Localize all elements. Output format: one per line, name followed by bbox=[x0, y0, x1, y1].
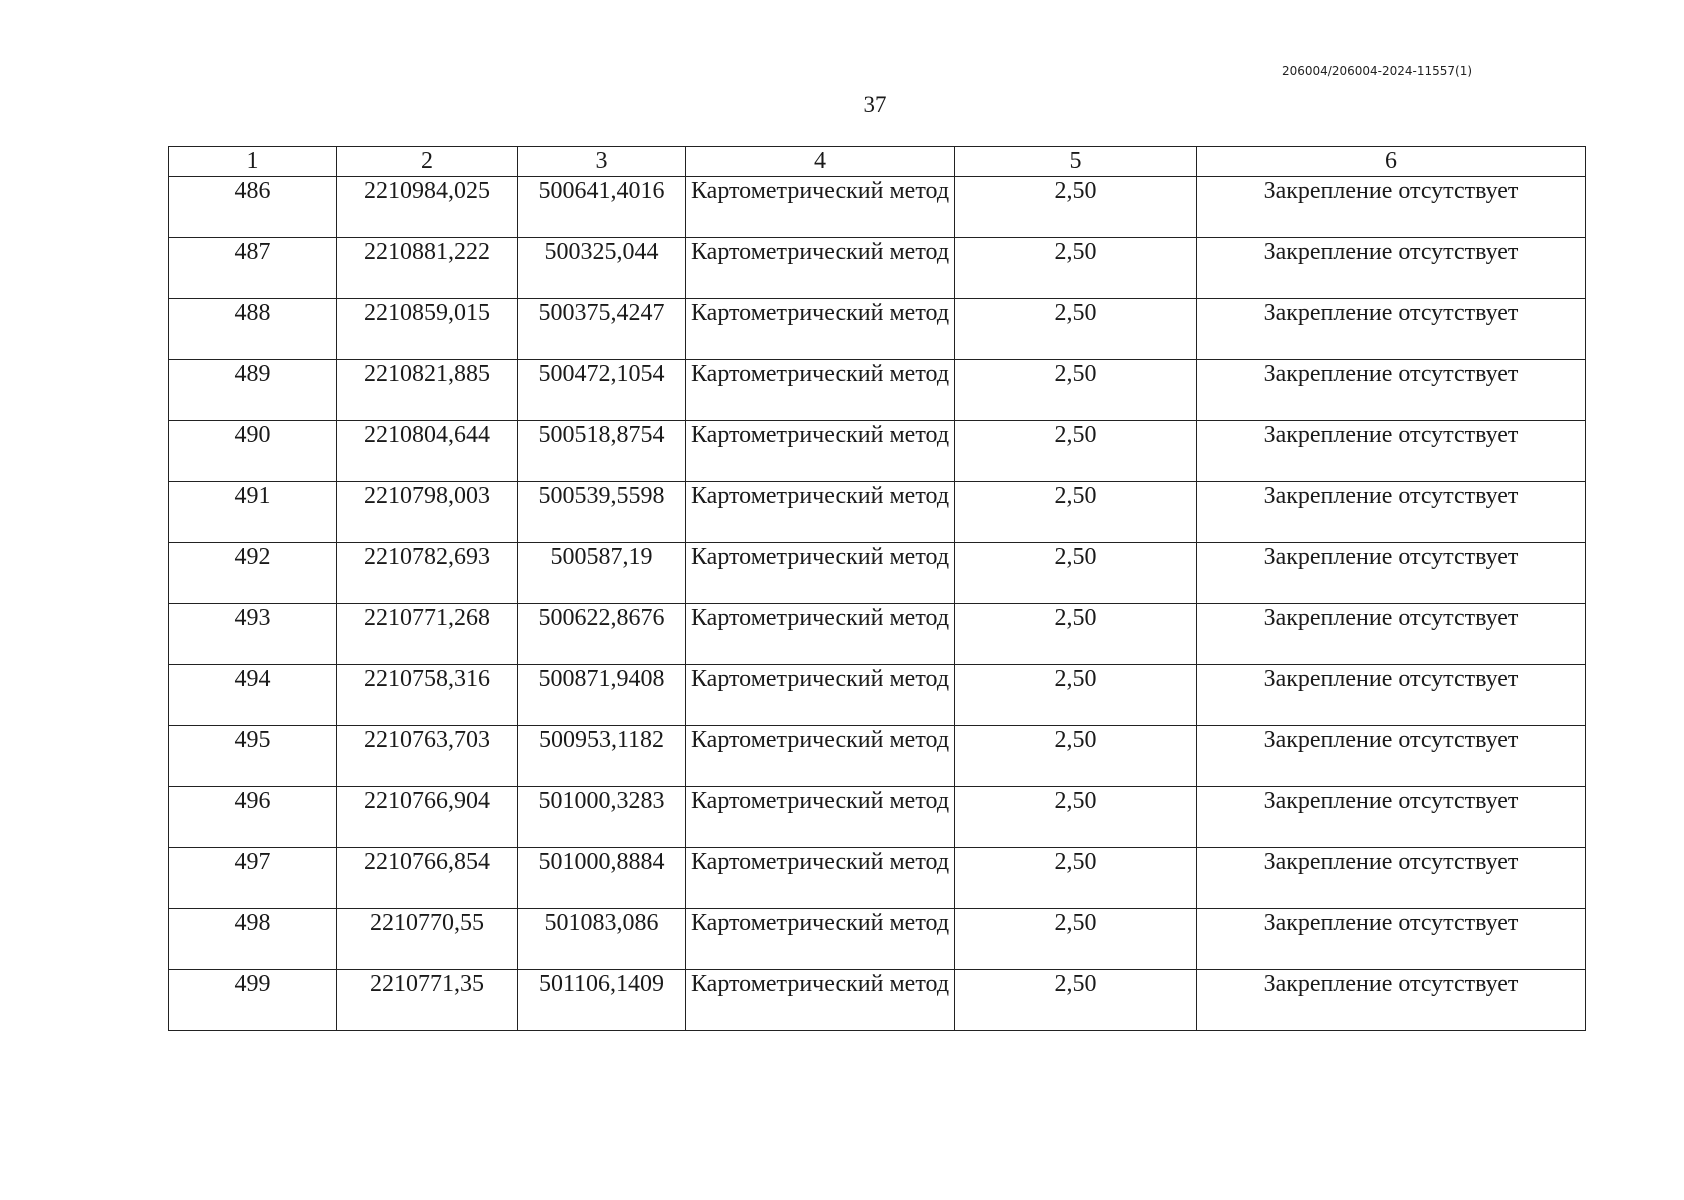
method-text: Картометрический метод bbox=[690, 300, 950, 326]
point-number-text: 491 bbox=[234, 483, 271, 509]
method-text: Картометрический метод bbox=[690, 361, 950, 387]
method-cell bbox=[686, 787, 955, 848]
column-header-2: 2 bbox=[337, 147, 518, 177]
x-coordinate-cell bbox=[337, 848, 518, 909]
point-number-text: 495 bbox=[234, 727, 271, 753]
x-coordinate-cell bbox=[337, 970, 518, 1031]
fixing-cell bbox=[1197, 177, 1586, 238]
x-coordinate-text: 2210782,693 bbox=[364, 544, 490, 570]
fixing-cell bbox=[1197, 848, 1586, 909]
error-text: 2,50 bbox=[1054, 300, 1097, 326]
fixing-cell bbox=[1197, 238, 1586, 299]
column-header-5: 5 bbox=[955, 147, 1197, 177]
y-coordinate-text: 500472,1054 bbox=[538, 361, 665, 387]
y-coordinate-text: 501000,3283 bbox=[538, 788, 665, 814]
fixing-text: Закрепление отсутствует bbox=[1263, 178, 1519, 204]
y-coordinate-text: 500622,8676 bbox=[538, 605, 665, 631]
point-number-cell bbox=[169, 787, 337, 848]
table-body bbox=[169, 177, 1586, 1031]
page-number: 37 bbox=[863, 92, 887, 117]
error-cell bbox=[955, 848, 1197, 909]
table-row bbox=[169, 665, 1586, 726]
x-coordinate-text: 2210798,003 bbox=[364, 483, 490, 509]
table-header-row bbox=[169, 147, 1586, 177]
fixing-text: Закрепление отсутствует bbox=[1263, 544, 1519, 570]
x-coordinate-text: 2210766,904 bbox=[364, 788, 490, 814]
error-cell bbox=[955, 482, 1197, 543]
x-coordinate-text: 2210766,854 bbox=[364, 849, 490, 875]
x-coordinate-text: 2210770,55 bbox=[370, 910, 484, 936]
point-number-text: 489 bbox=[234, 361, 271, 387]
fixing-text: Закрепление отсутствует bbox=[1263, 849, 1519, 875]
point-number-cell bbox=[169, 238, 337, 299]
y-coordinate-cell bbox=[518, 177, 686, 238]
error-cell bbox=[955, 543, 1197, 604]
x-coordinate-text: 2210984,025 bbox=[364, 178, 490, 204]
error-text: 2,50 bbox=[1054, 483, 1097, 509]
column-header-1: 1 bbox=[169, 147, 337, 177]
error-cell bbox=[955, 726, 1197, 787]
fixing-cell bbox=[1197, 970, 1586, 1031]
point-number-cell bbox=[169, 665, 337, 726]
error-cell bbox=[955, 909, 1197, 970]
table-row bbox=[169, 970, 1586, 1031]
table-row bbox=[169, 787, 1586, 848]
point-number-cell bbox=[169, 604, 337, 665]
method-text: Картометрический метод bbox=[690, 544, 950, 570]
x-coordinate-cell bbox=[337, 543, 518, 604]
method-text: Картометрический метод bbox=[690, 239, 950, 265]
x-coordinate-cell bbox=[337, 238, 518, 299]
method-cell bbox=[686, 360, 955, 421]
fixing-text: Закрепление отсутствует bbox=[1263, 422, 1519, 448]
x-coordinate-text: 2210771,35 bbox=[370, 971, 484, 997]
x-coordinate-cell bbox=[337, 299, 518, 360]
fixing-cell bbox=[1197, 299, 1586, 360]
fixing-cell bbox=[1197, 543, 1586, 604]
point-number-cell bbox=[169, 970, 337, 1031]
y-coordinate-cell bbox=[518, 360, 686, 421]
point-number-text: 488 bbox=[234, 300, 271, 326]
y-coordinate-cell bbox=[518, 848, 686, 909]
point-number-text: 492 bbox=[234, 544, 271, 570]
point-number-text: 494 bbox=[234, 666, 271, 692]
fixing-cell bbox=[1197, 726, 1586, 787]
error-text: 2,50 bbox=[1054, 666, 1097, 692]
point-number-cell bbox=[169, 360, 337, 421]
method-cell bbox=[686, 726, 955, 787]
table-row bbox=[169, 238, 1586, 299]
fixing-text: Закрепление отсутствует bbox=[1263, 300, 1519, 326]
method-text: Картометрический метод bbox=[690, 178, 950, 204]
error-text: 2,50 bbox=[1054, 239, 1097, 265]
fixing-cell bbox=[1197, 787, 1586, 848]
point-number-cell bbox=[169, 299, 337, 360]
table-row bbox=[169, 909, 1586, 970]
fixing-text: Закрепление отсутствует bbox=[1263, 910, 1519, 936]
column-header-4: 4 bbox=[686, 147, 955, 177]
x-coordinate-cell bbox=[337, 177, 518, 238]
method-text: Картометрический метод bbox=[690, 666, 950, 692]
fixing-text: Закрепление отсутствует bbox=[1263, 483, 1519, 509]
x-coordinate-cell bbox=[337, 360, 518, 421]
point-number-text: 498 bbox=[234, 910, 271, 936]
x-coordinate-cell bbox=[337, 665, 518, 726]
y-coordinate-text: 500953,1182 bbox=[538, 727, 665, 753]
method-cell bbox=[686, 177, 955, 238]
x-coordinate-text: 2210758,316 bbox=[364, 666, 490, 692]
y-coordinate-cell bbox=[518, 238, 686, 299]
method-text: Картометрический метод bbox=[690, 788, 950, 814]
method-text: Картометрический метод bbox=[690, 971, 950, 997]
error-text: 2,50 bbox=[1054, 178, 1097, 204]
y-coordinate-cell bbox=[518, 543, 686, 604]
error-cell bbox=[955, 238, 1197, 299]
y-coordinate-cell bbox=[518, 787, 686, 848]
x-coordinate-text: 2210771,268 bbox=[364, 605, 490, 631]
y-coordinate-text: 501106,1409 bbox=[538, 971, 665, 997]
error-text: 2,50 bbox=[1054, 971, 1097, 997]
method-cell bbox=[686, 665, 955, 726]
method-cell bbox=[686, 543, 955, 604]
x-coordinate-cell bbox=[337, 909, 518, 970]
method-text: Картометрический метод bbox=[690, 910, 950, 936]
fixing-text: Закрепление отсутствует bbox=[1263, 788, 1519, 814]
fixing-text: Закрепление отсутствует bbox=[1263, 727, 1519, 753]
error-cell bbox=[955, 421, 1197, 482]
y-coordinate-text: 500518,8754 bbox=[538, 422, 665, 448]
coordinates-table bbox=[168, 146, 1586, 1031]
point-number-cell bbox=[169, 177, 337, 238]
table-row bbox=[169, 848, 1586, 909]
error-text: 2,50 bbox=[1054, 788, 1097, 814]
x-coordinate-text: 2210881,222 bbox=[364, 239, 490, 265]
y-coordinate-text: 501083,086 bbox=[544, 910, 659, 936]
point-number-text: 493 bbox=[234, 605, 271, 631]
point-number-text: 496 bbox=[234, 788, 271, 814]
y-coordinate-text: 500587,19 bbox=[550, 544, 653, 570]
y-coordinate-text: 500641,4016 bbox=[538, 178, 665, 204]
error-cell bbox=[955, 665, 1197, 726]
y-coordinate-cell bbox=[518, 665, 686, 726]
x-coordinate-text: 2210804,644 bbox=[364, 422, 490, 448]
x-coordinate-cell bbox=[337, 726, 518, 787]
error-cell bbox=[955, 360, 1197, 421]
method-text: Картометрический метод bbox=[690, 605, 950, 631]
table-row bbox=[169, 421, 1586, 482]
method-text: Картометрический метод bbox=[690, 849, 950, 875]
x-coordinate-cell bbox=[337, 604, 518, 665]
y-coordinate-cell bbox=[518, 299, 686, 360]
y-coordinate-text: 500325,044 bbox=[544, 239, 659, 265]
point-number-cell bbox=[169, 848, 337, 909]
fixing-cell bbox=[1197, 360, 1586, 421]
method-cell bbox=[686, 238, 955, 299]
error-cell bbox=[955, 787, 1197, 848]
column-header-3: 3 bbox=[518, 147, 686, 177]
fixing-text: Закрепление отсутствует bbox=[1263, 605, 1519, 631]
error-text: 2,50 bbox=[1054, 727, 1097, 753]
y-coordinate-cell bbox=[518, 604, 686, 665]
y-coordinate-text: 500871,9408 bbox=[538, 666, 665, 692]
point-number-text: 497 bbox=[234, 849, 271, 875]
fixing-text: Закрепление отсутствует bbox=[1263, 666, 1519, 692]
method-cell bbox=[686, 482, 955, 543]
point-number-cell bbox=[169, 421, 337, 482]
y-coordinate-cell bbox=[518, 421, 686, 482]
table-row bbox=[169, 299, 1586, 360]
point-number-cell bbox=[169, 909, 337, 970]
fixing-cell bbox=[1197, 909, 1586, 970]
method-cell bbox=[686, 299, 955, 360]
error-cell bbox=[955, 299, 1197, 360]
y-coordinate-cell bbox=[518, 970, 686, 1031]
x-coordinate-cell bbox=[337, 787, 518, 848]
fixing-cell bbox=[1197, 604, 1586, 665]
point-number-text: 490 bbox=[234, 422, 271, 448]
error-text: 2,50 bbox=[1054, 361, 1097, 387]
column-header-6: 6 bbox=[1197, 147, 1586, 177]
method-cell bbox=[686, 421, 955, 482]
method-cell bbox=[686, 604, 955, 665]
y-coordinate-text: 500539,5598 bbox=[538, 483, 665, 509]
method-text: Картометрический метод bbox=[690, 422, 950, 448]
x-coordinate-text: 2210859,015 bbox=[364, 300, 490, 326]
table-row bbox=[169, 726, 1586, 787]
fixing-cell bbox=[1197, 482, 1586, 543]
method-text: Картометрический метод bbox=[690, 727, 950, 753]
point-number-text: 486 bbox=[234, 178, 271, 204]
error-text: 2,50 bbox=[1054, 422, 1097, 448]
x-coordinate-text: 2210763,703 bbox=[364, 727, 490, 753]
point-number-text: 487 bbox=[234, 239, 271, 265]
error-text: 2,50 bbox=[1054, 544, 1097, 570]
error-text: 2,50 bbox=[1054, 849, 1097, 875]
error-text: 2,50 bbox=[1054, 605, 1097, 631]
x-coordinate-cell bbox=[337, 421, 518, 482]
y-coordinate-text: 501000,8884 bbox=[538, 849, 665, 875]
table-row bbox=[169, 360, 1586, 421]
fixing-cell bbox=[1197, 665, 1586, 726]
method-cell bbox=[686, 909, 955, 970]
point-number-cell bbox=[169, 726, 337, 787]
x-coordinate-cell bbox=[337, 482, 518, 543]
error-cell bbox=[955, 604, 1197, 665]
table-row bbox=[169, 543, 1586, 604]
point-number-cell bbox=[169, 482, 337, 543]
point-number-cell bbox=[169, 543, 337, 604]
y-coordinate-cell bbox=[518, 482, 686, 543]
table-row bbox=[169, 177, 1586, 238]
y-coordinate-cell bbox=[518, 909, 686, 970]
error-cell bbox=[955, 177, 1197, 238]
fixing-cell bbox=[1197, 421, 1586, 482]
method-cell bbox=[686, 970, 955, 1031]
fixing-text: Закрепление отсутствует bbox=[1263, 361, 1519, 387]
y-coordinate-text: 500375,4247 bbox=[538, 300, 665, 326]
table-row bbox=[169, 482, 1586, 543]
x-coordinate-text: 2210821,885 bbox=[364, 361, 490, 387]
method-text: Картометрический метод bbox=[690, 483, 950, 509]
error-cell bbox=[955, 970, 1197, 1031]
table-row bbox=[169, 604, 1586, 665]
point-number-text: 499 bbox=[234, 971, 271, 997]
document-id: 206004/206004-2024-11557(1) bbox=[1282, 64, 1473, 78]
y-coordinate-cell bbox=[518, 726, 686, 787]
fixing-text: Закрепление отсутствует bbox=[1263, 971, 1519, 997]
error-text: 2,50 bbox=[1054, 910, 1097, 936]
method-cell bbox=[686, 848, 955, 909]
fixing-text: Закрепление отсутствует bbox=[1263, 239, 1519, 265]
